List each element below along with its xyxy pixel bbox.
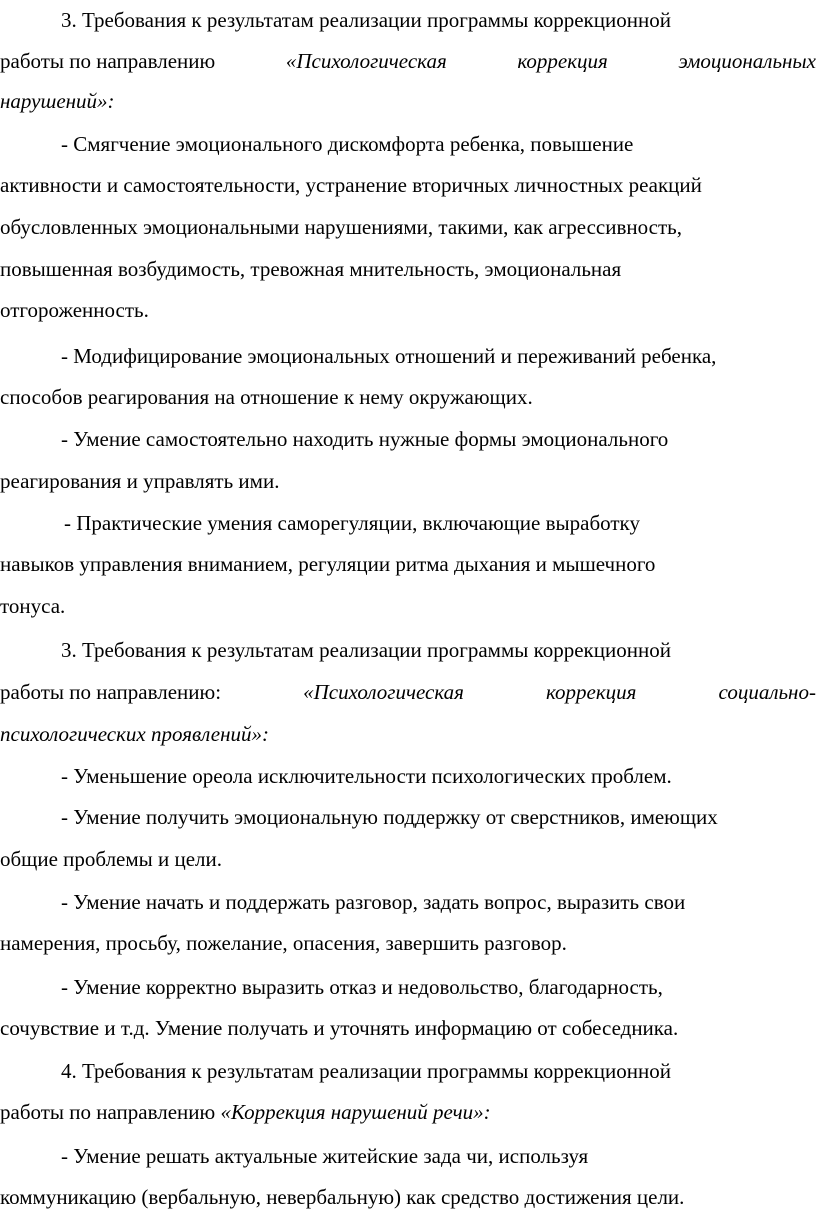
section-2-item-2-line-1: - Умение получить эмоциональную поддержку от сверстников, имеющих <box>61 805 718 829</box>
section-1-item-1-line-2: активности и самостоятельности, устранение вторичных личностных реакций <box>0 173 702 197</box>
section-2-item-4-line-1: - Умение корректно выразить отказ и недовольство, благодарность, <box>61 975 663 999</box>
section-2-item-1-line-1: - Уменьшение ореола исключительности психологических проблем. <box>61 764 672 788</box>
section-1-item-2-line-1: - Модифицирование эмоциональных отношений и переживаний ребенка, <box>61 344 717 368</box>
section-2-heading-line-1: 3. Требования к результатам реализации программы коррекционной <box>61 638 671 662</box>
section-1-heading-line-2 <box>0 48 816 74</box>
section-2-item-3-line-1: - Умение начать и поддержать разговор, задать вопрос, выразить свои <box>61 890 686 914</box>
section-1-direction-word-1: «Психологическая <box>285 49 447 73</box>
section-2-heading-line-2 <box>0 679 816 705</box>
section-1-item-3-line-2: реагирования и управлять ими. <box>0 469 280 493</box>
section-2-direction-word-2: коррекция <box>546 680 637 704</box>
section-1-item-3-line-1: - Умение самостоятельно находить нужные формы эмоционального <box>61 427 669 451</box>
section-3-heading-prefix: работы по направлению <box>0 1100 221 1124</box>
section-1-item-1-line-4: повышенная возбудимость, тревожная мнительность, эмоциональная <box>0 257 622 281</box>
section-3-direction: «Коррекция нарушений речи»: <box>220 1100 491 1124</box>
section-1-item-1-line-1: - Смягчение эмоционального дискомфорта ребенка, повышение <box>61 132 634 156</box>
section-1-item-4-line-3: тонуса. <box>0 594 66 618</box>
section-3-item-1-line-1: - Умение решать актуальные житейские зада чи, используя <box>61 1144 589 1168</box>
section-1-heading-line-3: нарушений»: <box>0 89 115 113</box>
section-1-item-2-line-2: способов реагирования на отношение к нему окружающих. <box>0 385 533 409</box>
section-2-heading-prefix: работы по направлению: <box>0 680 222 704</box>
section-2-direction-word-1: «Психологическая <box>303 680 464 704</box>
section-1-item-1-line-5: отгороженность. <box>0 298 149 322</box>
section-2-heading-line-3: психологических проявлений»: <box>0 722 269 746</box>
section-2-item-2-line-2: общие проблемы и цели. <box>0 847 223 871</box>
section-3-item-1-line-2: коммуникацию (вербальную, невербальную) как средство достижения цели. <box>0 1185 685 1209</box>
section-1-item-4-line-2: навыков управления вниманием, регуляции ритма дыхания и мышечного <box>0 552 656 576</box>
section-3-heading-line-1: 4. Требования к результатам реализации программы коррекционной <box>61 1059 671 1083</box>
section-3-heading-line-2 <box>0 1099 491 1125</box>
section-1-heading-prefix: работы по направлению <box>0 49 216 73</box>
section-1-heading-line-1: 3. Требования к результатам реализации программы коррекционной <box>61 8 671 32</box>
section-2-item-4-line-2: сочувствие и т.д. Умение получать и уточнять информацию от собеседника. <box>0 1016 679 1040</box>
section-1-item-4-line-1: - Практические умения саморегуляции, включающие выработку <box>64 511 640 535</box>
section-1-item-1-line-3: обусловленных эмоциональными нарушениями, такими, как агрессивность, <box>0 215 682 239</box>
section-2-item-3-line-2: намерения, просьбу, пожелание, опасения, завершить разговор. <box>0 931 567 955</box>
section-2-direction-word-3: социально- <box>718 680 816 704</box>
section-1-direction-word-2: коррекция <box>517 49 608 73</box>
section-1-direction-word-3: эмоциональных <box>678 49 816 73</box>
